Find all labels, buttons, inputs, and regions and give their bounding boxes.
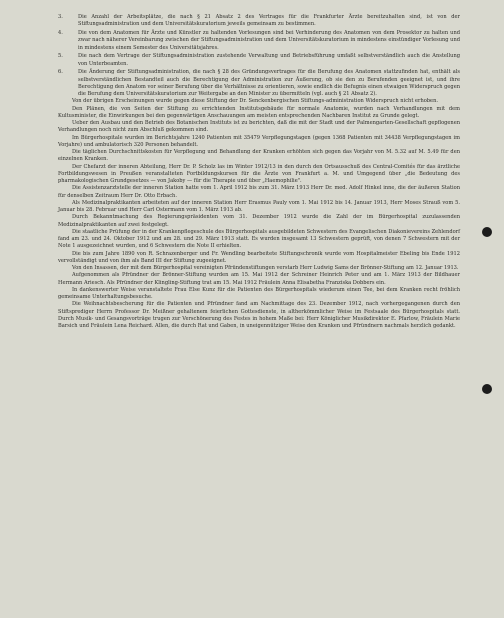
list-number: 6. <box>58 69 63 76</box>
paragraph: Aufgenommen als Pfründner der Brönner-Stiftung wurden am 15. Mai 1912 der Schreiner Heinrich Peter und am 1. März 1913 der Bildhauer Hermann Ariesch. Als Pfründner der Klingling-Stiftung trat am 15. Mai 1912 Fräulein Anna Elisabetha Franziska Dobbers ein. <box>58 272 460 286</box>
paragraph: Die Assistenzarztstelle der inneren Station hatte vom 1. April 1912 bis zum 31. März 1913 Herr Dr. med. Adolf Hinkel inne, die der äußeren Station für denselben Zeitraum Herr Dr. Otto Erbach. <box>58 185 460 199</box>
paragraph: Im Bürgerhospitale wurden im Berichtsjahre 1240 Patienten mit 35479 Verpflegungstagen (gegen 1368 Patienten mit 34438 Verpflegungstagen im Vorjahre) und ambulatorisch 320 Personen behandelt. <box>58 134 460 148</box>
list-item-text: Die Änderung der Stiftungsadministration, die nach § 28 des Gründungsvertrages für die Berufung des Anatomen stattzufinden hat, enthält als selbstverständlichen Bestandteil auch die Berechtigung der Administration zur Äußerung, ob sie den zu Berufenden geeignet ist, und ihre Berechtigung den Anatom vor seiner Berufung über die Verhältnisse zu orientieren, sowie endlich die Befugnis einen etwaigen Widerspruch gegen die Berufung dem Universitätskuratorium zur Weitergabe an den Minister zu übermitteln (vgl. auch § 21 Absatz 2). <box>78 69 460 97</box>
paragraph: Von der übrigen Erscheinungen wurde gegen diese Stiftung der Dr. Senckenbergischen Stiftungs-administration Widerspruch nicht erhoben. <box>72 98 438 105</box>
paragraph: In dankenswerter Weise veranstaltete Frau Else Kunz für die Patienten des Bürgerhospitals wiederum einen Tee, bei dem Kranken recht fröhlich gemeinsame Unterhaltungsbesuche. <box>58 286 460 300</box>
list-number: 5. <box>58 53 63 60</box>
list-item-text: Die nach dem Vertrage der Stiftungsadministration zustehende Verwaltung und Betriebsführung umfaßt selbstverständlich auch die Anstellung von Unterbeamten. <box>78 53 460 67</box>
list-item-text: Die Anzahl der Arbeitsplätze, die nach § 21 Absatz 2 des Vertrages für die Frankfurter Ärzte bereitzuhalten sind, ist von der Stiftungsadministration und dem Universitätskuratorium jeweils gemeinsam zu bestimmen. <box>78 14 460 28</box>
paragraph: Von den Insassen, der mit dem Bürgerhospital vereinigten Pfründenstiftungen verstarb Herr Ludwig Sams der Brönner-Stiftung am 12. Januar 1913. <box>72 265 459 271</box>
list-number: 4. <box>58 30 63 36</box>
paragraph: Die Weihnachtsbescherung für die Patienten und Pfründner fand am Nachmittage des 23. Dezember 1912, nach vorhergegangenen durch den Stiftsprediger Herrn Professor Dr. Meißner gehaltenem feierlichen Gottesdienste, in altherkömmlicher Weise im Festsaale des Bürgerhospitals statt. Durch Musik- und Gesangsvorträge trugen zur Verschönerung des Festes in hohem Maße bei: Herr Königlicher Musikdirektor E. Pfarlow, Fräulein Marie Barsich und Fräulein Lena Reichard. Allen, die durch Rat und Gaben, in uneigennütziger Weise den Kranken und Pfründnern nachmals herzlich gedankt. <box>58 301 460 329</box>
punch-hole <box>482 384 492 394</box>
list-item-text: Die von dem Anatomen für Ärzte und Künstler zu haltenden Vorlesungen sind bei Verhinderung des Anatomen von dem Prosektor zu halten und zwar nach näherer Vereinbarung zwischen der Stiftungsadministration und dem Universitätskuratorium in mindestens einstündiger Vorlesung und in mindestens einem Semester des Universitätsjahres. <box>78 30 460 51</box>
paragraph: Die bis zum Jahre 1890 von R. Schrazenberger und Fr. Wendling bearbeitete Stiftungschronik wurde vom Hospitalmeister Ebeling bis Ende 1912 vervollständigt und von ihm als Band III der Stiftung zugeeignet. <box>58 250 460 264</box>
list-number: 3. <box>58 14 63 20</box>
paragraph: Die staatliche Prüfung der in der Krankenpflegeschule des Bürgerhospitals ausgebildeten Schwestern des Evangelischen Diakonievereins Zehlendorf fand am 23. und 24. Oktober 1912 und am 28. und 29. März 1913 statt. Es wurden insgesamt 13 Schwestern geprüft, von denen 7 Schwestern mit der Note 1 ausgezeichnet wurden, und 6 Schwestern die Note II erhielten. <box>58 228 460 250</box>
paragraph: Ueber den Ausbau und den Betrieb des Botanischen Instituts ist zu berichten, daß die mit der Stadt und der Palmengarten-Gesellschaft gepflogenen Verhandlungen noch nicht zum Abschluß gekommen sind. <box>58 120 460 134</box>
paragraph: Durch Bekanntmachung des Regierungspräsidenten vom 31. Dezember 1912 wurde die Zahl der im Bürgerhospital zuzulassenden Medizinalpraktikanten auf zwei festgelegt. <box>58 214 460 228</box>
paragraph: Der Chefarzt der inneren Abteilung, Herr Dr. P. Scholz las im Winter 1912/13 in den durch den Ortsausschuß des Central-Comités für das ärztliche Fortbildungswesen in Preußen veranstalteten Fortbildungskursen für die Ärzte von Frankfurt a. M. und Umgegend über „die Bedeutung des pharmakologischen Grundgesetzes — von Jakoby — für die Therapie und über „Haemophilie". <box>58 163 460 184</box>
list-item-4 <box>58 30 460 52</box>
list-item-3 <box>58 14 460 29</box>
punch-hole <box>482 227 492 237</box>
paragraph: Den Plänen, die von Seiten der Stiftung zu errichtenden Institutsgebäude für normale Anatomie, wurden nach Verhandlungen mit dem Kultusminister, die Einwirkungen bei den gegenwärtigen Anschauungen am meisten entsprechenden Nachbaren Institut zu Grunde gelegt. <box>58 105 460 119</box>
list-item-5 <box>58 53 460 68</box>
paragraph: Die täglichen Durchschnittskosten für Verpflegung und Behandlung der Kranken erhöhten sich gegen das Vorjahr von M. 5.32 auf M. 5.49 für den einzelnen Kranken. <box>58 149 460 163</box>
document-text <box>58 14 460 330</box>
paragraph: Als Medizinalpraktikanten arbeiteten auf der inneren Station Herr Erasmus Pauly vom 1. Mai 1912 bis 14. Januar 1913, Herr Moses Strauß vom 5. Januar bis 28. Februar und Herr Carl Ostermann vom 1. März 1913 ab. <box>58 199 460 213</box>
list-item-6 <box>58 69 460 98</box>
